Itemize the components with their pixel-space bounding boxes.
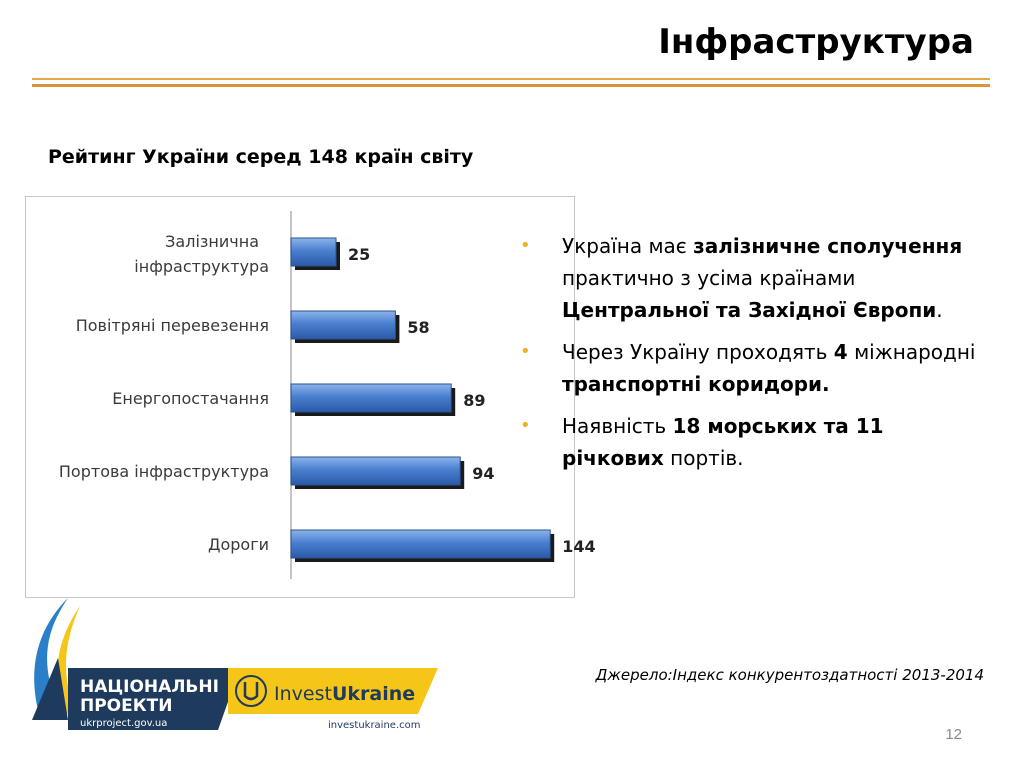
national-logo-line2: ПРОЕКТИ bbox=[80, 696, 173, 716]
category-label: Залізнична інфраструктура bbox=[134, 232, 269, 276]
bullet-text: . bbox=[936, 298, 943, 322]
data-label: 94 bbox=[472, 464, 495, 483]
bullet-text: Наявність bbox=[562, 414, 673, 438]
bullet-text: Україна має bbox=[562, 234, 694, 258]
page-title: Інфраструктура bbox=[658, 22, 974, 62]
bar bbox=[291, 311, 395, 339]
ranking-chart bbox=[25, 196, 596, 598]
bullet-text: практично з усіма країнами bbox=[562, 266, 856, 290]
data-label: 144 bbox=[562, 537, 596, 556]
data-label: 89 bbox=[463, 391, 486, 410]
invest-logo-url: investukraine.com bbox=[328, 720, 421, 731]
ranking-bar-chart bbox=[26, 197, 596, 597]
invest-ukraine-logo bbox=[228, 668, 438, 731]
bullet-item bbox=[520, 336, 990, 400]
category-label: Портова інфраструктура bbox=[58, 462, 269, 481]
bullet-item bbox=[520, 410, 990, 474]
bullet-item bbox=[520, 230, 990, 326]
bullet-list bbox=[520, 230, 990, 484]
bullet-marker: • bbox=[520, 341, 531, 362]
partner-logos bbox=[28, 598, 448, 738]
bullet-text: 4 bbox=[833, 340, 848, 364]
header-divider-top bbox=[32, 78, 990, 80]
bullet-marker: • bbox=[520, 415, 531, 436]
chart-title: Рейтинг України серед 148 країн світу bbox=[48, 146, 474, 168]
national-projects-logo bbox=[32, 598, 240, 730]
bullet-text: Центральної та Західної Європи bbox=[562, 298, 937, 322]
bullet-text: міжнародні bbox=[847, 340, 976, 364]
data-label: 58 bbox=[407, 318, 430, 337]
bar bbox=[291, 530, 550, 558]
invest-logo-a: InvestUkraine bbox=[274, 683, 416, 705]
category-label: Енергопостачання bbox=[112, 389, 269, 408]
header-divider-bottom bbox=[32, 84, 990, 87]
category-label: Повітряні перевезення bbox=[75, 316, 269, 335]
national-logo-line1: НАЦІОНАЛЬНІ bbox=[80, 677, 219, 697]
bullet-text: транспортні коридори. bbox=[562, 372, 830, 396]
bar bbox=[291, 457, 460, 485]
bar bbox=[291, 238, 336, 266]
bar bbox=[291, 384, 451, 412]
bullet-text: портів. bbox=[663, 446, 744, 470]
page-number: 12 bbox=[945, 726, 962, 743]
source-note: Джерело:Індекс конкурентоздатності 2013-2014 bbox=[595, 666, 984, 684]
data-label: 25 bbox=[348, 245, 371, 264]
bullet-text: залізничне сполучення bbox=[693, 234, 963, 258]
national-logo-url: ukrproject.gov.ua bbox=[80, 718, 168, 729]
bullet-text: Через Україну проходять bbox=[562, 340, 834, 364]
category-label: Дороги bbox=[207, 535, 269, 554]
bullet-marker: • bbox=[520, 235, 531, 256]
bullet-text: 18 морських та 11 річкових bbox=[562, 414, 884, 470]
